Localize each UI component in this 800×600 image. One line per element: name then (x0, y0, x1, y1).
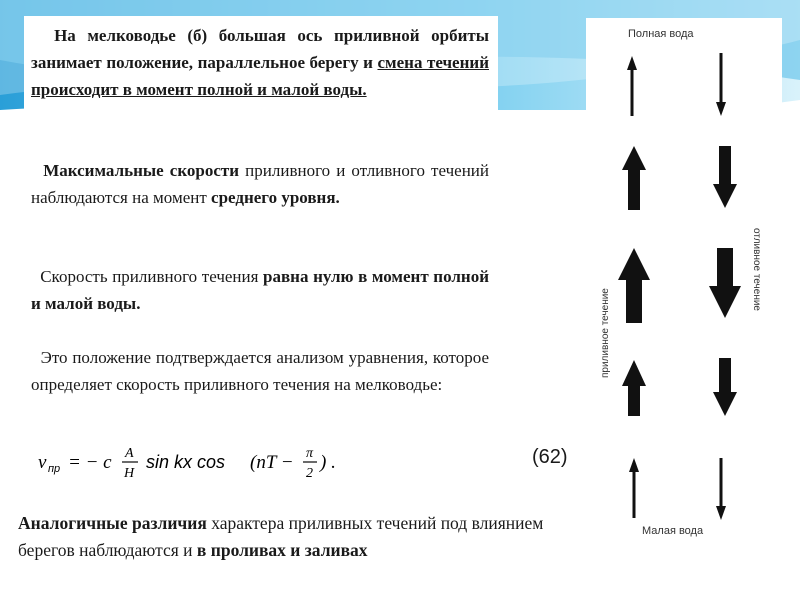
tidal-current-formula (38, 440, 338, 484)
bottom-bold-2: в проливах и заливах (196, 540, 368, 560)
formula-eq: = − c (68, 452, 112, 473)
bottom-bold-1: Аналогичные различия (18, 513, 207, 533)
label-high-water: Полная вода (628, 28, 694, 40)
p3-text: Скорость приливного течения (40, 267, 264, 286)
p1-underlined: смена течений происходит в момент полной и малой воды. (31, 53, 489, 99)
p3-bold: равна нулю в момент полной и малой воды. (31, 267, 489, 313)
up-arrow-3 (618, 248, 650, 323)
formula-frac-den: H (124, 466, 135, 481)
paragraph-max-speed (31, 157, 489, 211)
p4-text: Это положение подтверждается анализом уравнения, которое определяет скорость приливного течения на мелководье: (31, 348, 489, 394)
thin-down-arrow-top (716, 53, 726, 116)
thin-up-arrow-bottom (629, 458, 639, 518)
bottom-note (18, 510, 564, 564)
label-flood-current: приливное течение (600, 288, 611, 378)
equation-number: (62) (532, 446, 568, 468)
formula-sin: sin kx cos (146, 452, 226, 472)
up-arrow-4 (622, 360, 646, 416)
tidal-current-figure (586, 18, 782, 552)
thin-down-arrow-bottom (716, 458, 726, 520)
bottom-text: характера приливных течений под влиянием берегов наблюдаются и (18, 513, 544, 560)
formula-paren-a: (nT − (250, 452, 294, 473)
up-arrow-2 (622, 146, 646, 210)
down-arrow-3 (709, 248, 741, 318)
p2-text: приливного и отливного течений наблюдаются на момент (31, 161, 489, 207)
p1-text: На мелководье (б) большая ось приливной орбиты занимает положение, параллельное берегу и (31, 26, 489, 72)
formula-pi-num: π (306, 446, 314, 461)
formula-lhs: v (38, 452, 47, 473)
formula-paren-b: ) . (320, 452, 336, 473)
p2-bold-a: Максимальные скорости (43, 161, 240, 180)
formula-lhs-sub: пр (48, 463, 61, 475)
label-low-water: Малая вода (642, 525, 704, 537)
p2-bold-c: среднего уровня. (211, 188, 340, 207)
paragraph-equation-intro (31, 344, 489, 398)
formula-pi-den: 2 (306, 466, 313, 481)
arrows-svg (586, 18, 782, 552)
paragraph-shallow-water (31, 22, 489, 103)
formula-frac-num: A (125, 446, 134, 461)
down-arrow-4 (713, 358, 737, 416)
paragraph-zero-speed (31, 263, 489, 317)
down-arrow-2 (713, 146, 737, 208)
thin-up-arrow-top (627, 56, 637, 116)
label-ebb-current: отливное течение (751, 228, 762, 311)
